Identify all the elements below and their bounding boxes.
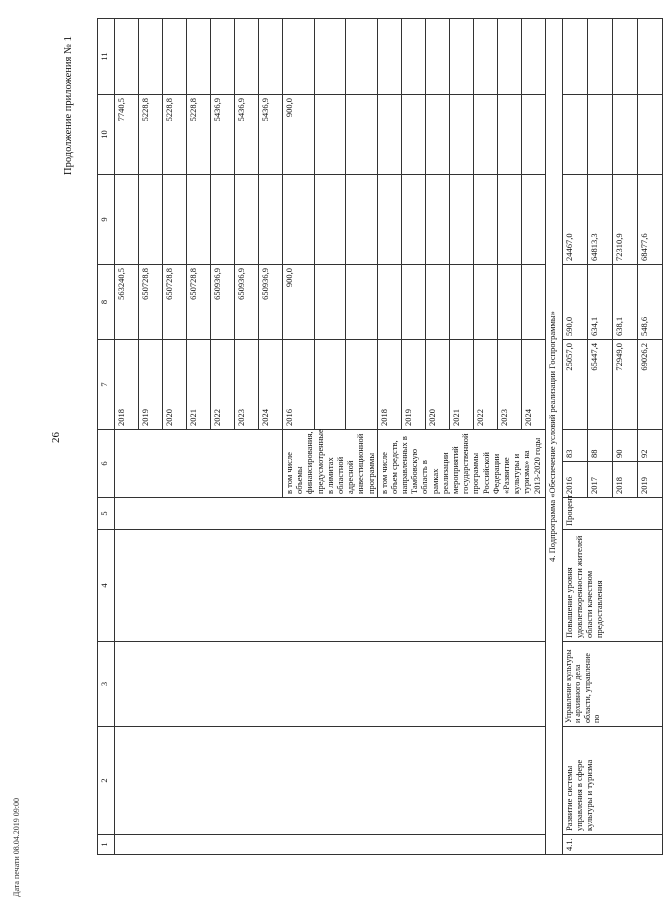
col-3-header: 3 [98,642,115,727]
year-cell: 2020 [163,340,187,430]
value-cell: 5436,9 [259,95,283,175]
item-indicator: Повышение уровня удовлетворенности жителей области качеством предоставления [562,530,662,642]
header-row [98,19,115,855]
value-cell: 650728,8 [163,265,187,340]
value-cell: 72310,9 [612,175,637,265]
year-cell: 2021 [187,340,211,430]
table-row [115,19,139,855]
value-cell: 5436,9 [211,95,235,175]
value-cell: 88 [587,430,612,462]
col-6-header: 6 [98,430,115,498]
value-cell: 24467,0 [562,175,587,265]
year-cell: 2016 [283,340,315,430]
value-cell: 5228,8 [187,95,211,175]
year-cell: 2021 [449,340,473,430]
page-number: 26 [50,432,62,443]
col-5-header: 5 [98,498,115,530]
value-cell: 650936,9 [211,265,235,340]
print-date: Дата печати 08.04.2019 09:00 [12,798,21,897]
value-cell: в том числе объем средств, направленных в Тамбовскую область в рамках реализации мероприятий государственной программы Российской Федерации «Развитие культуры и туризма» на 2013-2020 годы [377,430,545,498]
col-10-header: 10 [98,95,115,175]
item-number: 4.1. [562,835,662,855]
item-unit: Процент [562,498,662,530]
value-cell: 64813,3 [587,175,612,265]
value-cell: 68477,6 [637,175,662,265]
subprogram-title: 4. Подпрограмма «Обеспечение условий реализации Госпрограммы» [545,19,562,855]
year-cell: 2019 [401,340,425,430]
col-8-header: 8 [98,265,115,340]
value-cell: 650728,8 [139,265,163,340]
year-cell: 2024 [259,340,283,430]
item-name: Развитие системы управления в сфере культуры и туризма [562,727,662,835]
value-cell: 5436,9 [235,95,259,175]
funding-table [97,18,663,855]
year-cell: 2018 [377,340,401,430]
value-cell: 650936,9 [259,265,283,340]
value-cell: 650728,8 [187,265,211,340]
value-cell: 92 [637,430,662,462]
value-cell: 650936,9 [235,265,259,340]
value-cell: 5228,8 [139,95,163,175]
col-9-header: 9 [98,175,115,265]
col-1-header: 1 [98,835,115,855]
appendix-caption: Продолжение приложения № 1 [63,36,74,175]
value-cell: 25057,0 [562,340,587,430]
year-cell: 2022 [211,340,235,430]
year-cell: 2023 [235,340,259,430]
value-cell: 7740,5 [115,95,139,175]
value-cell: 900,0 [283,95,315,175]
value-cell: 590,0 [562,265,587,340]
year-cell: 2023 [497,340,521,430]
value-cell: 638,1 [612,265,637,340]
item-executor: Управление культуры и архивного дела области, управление по [562,642,662,727]
value-cell: 900,0 [283,265,315,340]
col-2-header: 2 [98,727,115,835]
value-cell: 65447,4 [587,340,612,430]
subprogram-row [545,19,562,855]
year-cell: 2017 [587,462,612,498]
value-cell: 5228,8 [163,95,187,175]
col-4-header: 4 [98,530,115,642]
value-cell: 563240,5 [115,265,139,340]
value-cell: 72949,0 [612,340,637,430]
year-cell: 2019 [637,462,662,498]
value-cell: 548,6 [637,265,662,340]
year-cell: 2024 [521,340,545,430]
col-7-header: 7 [98,340,115,430]
table-row [562,19,587,855]
year-cell: 2020 [425,340,449,430]
value-cell: 90 [612,430,637,462]
value-cell: 83 [562,430,587,462]
value-cell: 634,1 [587,265,612,340]
year-cell: 2016 [562,462,587,498]
year-cell: 2022 [473,340,497,430]
col-11-header: 11 [98,19,115,95]
year-cell: 2018 [115,340,139,430]
value-cell: в том числе объемы финансирования, предусмотренные в лимитах областной адресной инвестиционной программы [283,430,378,498]
year-cell: 2019 [139,340,163,430]
year-cell: 2018 [612,462,637,498]
value-cell: 69026,2 [637,340,662,430]
